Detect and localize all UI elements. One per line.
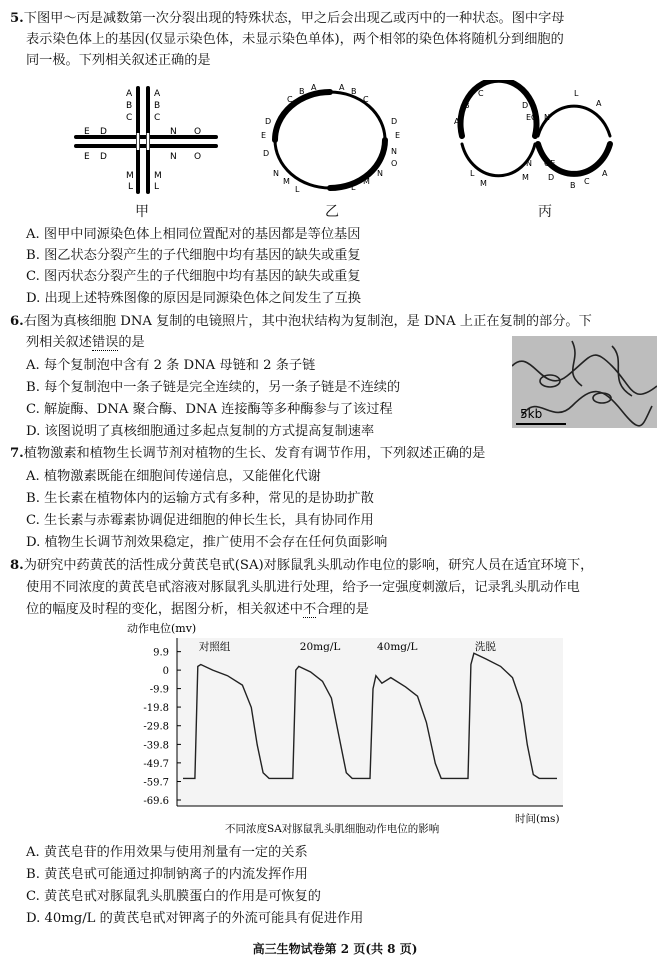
- svg-text:N: N: [170, 127, 177, 137]
- y-tick-label: -49.7: [143, 758, 169, 770]
- dna-em-photo: [512, 336, 657, 428]
- series-label: 40mg/L: [376, 641, 418, 653]
- q5-option-c: C. 图丙状态分裂产生的子代细胞中均有基因的缺失或重复: [26, 269, 361, 284]
- q7-option-b: B. 生长素在植物体内的运输方式有多种，常见的是协助扩散: [26, 491, 374, 506]
- q8-option-a: A. 黄芪皂苷的作用效果与使用剂量有一定的关系: [26, 845, 308, 860]
- svg-text:M: M: [480, 179, 487, 188]
- svg-text:E: E: [84, 152, 90, 162]
- series-label: 洗脱: [474, 641, 496, 653]
- q7-option-d: D. 植物生长调节剂效果稳定，推广使用不会存在任何负面影响: [26, 535, 388, 550]
- svg-text:OE: OE: [544, 159, 556, 168]
- svg-text:B: B: [299, 87, 305, 96]
- svg-text:N: N: [544, 113, 550, 122]
- q8-option-c: C. 黄芪皂甙对豚鼠乳头肌膜蛋白的作用是可恢复的: [26, 889, 321, 904]
- svg-text:B: B: [351, 87, 357, 96]
- q5-stem-line1: 5.下图甲～丙是减数第一次分裂出现的特殊状态，甲之后会出现乙或丙中的一种状态。图中字母: [10, 11, 565, 26]
- svg-text:L: L: [351, 183, 356, 192]
- svg-text:A: A: [602, 169, 608, 178]
- q7-option-a: A. 植物激素既能在细胞间传递信息，又能催化代谢: [26, 469, 321, 484]
- series-label: 对照组: [198, 641, 231, 653]
- svg-text:N: N: [391, 147, 397, 156]
- svg-text:N: N: [170, 152, 177, 162]
- q8-option-b: B. 黄芪皂甙可能通过抑制钠离子的内流发挥作用: [26, 867, 308, 882]
- y-tick-label: 0: [162, 666, 169, 678]
- svg-text:A: A: [311, 83, 317, 92]
- q8-emphasis: 不: [302, 602, 317, 617]
- svg-text:D: D: [263, 149, 270, 158]
- q8-option-d: D. 40mg/L 的黄芪皂甙对钾离子的外流可能具有促进作用: [26, 911, 364, 926]
- chromosome-figure-yi: [255, 80, 405, 200]
- y-tick-label: -19.8: [143, 703, 169, 715]
- page-footer: 高三生物试卷第 2 页(共 8 页): [252, 942, 418, 956]
- svg-text:O: O: [194, 127, 202, 137]
- q8-stem-line3: 位的幅度及时程的变化，据图分析，相关叙述中不合理的是: [26, 602, 369, 617]
- svg-text:C: C: [363, 95, 369, 104]
- q6-option-a: A. 每个复制泡中含有 2 条 DNA 母链和 2 条子链: [26, 358, 316, 373]
- svg-text:D: D: [391, 117, 398, 126]
- figure-label-yi: 乙: [325, 204, 339, 220]
- svg-text:C: C: [126, 113, 133, 123]
- svg-text:E: E: [261, 131, 267, 140]
- y-tick-label: -59.7: [143, 777, 169, 789]
- svg-text:E: E: [395, 131, 401, 140]
- svg-text:D: D: [100, 127, 107, 137]
- q8-stem-line2: 使用不同浓度的黄芪皂甙溶液对豚鼠乳头肌进行处理，给予一定强度刺激后，记录乳头肌动作电: [26, 580, 580, 595]
- chart-caption: 不同浓度SA对豚鼠乳头肌细胞动作电位的影响: [225, 823, 440, 835]
- svg-text:D: D: [265, 117, 272, 126]
- q6-option-d: D. 该图说明了真核细胞通过多起点复制的方式提高复制速率: [26, 424, 375, 439]
- svg-text:M: M: [522, 173, 529, 182]
- svg-text:E: E: [84, 127, 90, 137]
- q5-stem-line2: 表示染色体上的基因(仅显示染色体，未显示染色单体)，两个相邻的染色体将随机分到细胞的: [26, 32, 564, 47]
- chromosome-figure-jia: [70, 84, 220, 199]
- y-tick-label: -69.6: [143, 796, 169, 807]
- svg-text:B: B: [570, 181, 576, 190]
- chart-xlabel: 时间(ms): [515, 813, 560, 825]
- svg-text:N: N: [526, 159, 532, 168]
- y-tick-label: -39.8: [143, 740, 169, 752]
- svg-text:C: C: [584, 177, 590, 186]
- series-label: 20mg/L: [299, 641, 341, 653]
- q6-stem-line1: 6.右图为真核细胞 DNA 复制的电镜照片，其中泡状结构为复制泡，是 DNA 上正在复制的部分。下: [10, 314, 592, 329]
- q5-option-b: B. 图乙状态分裂产生的子代细胞中均有基因的缺失或重复: [26, 248, 361, 263]
- q6-stem-line2: 列相关叙述错误的是: [26, 335, 145, 350]
- svg-text:L: L: [154, 182, 160, 192]
- svg-text:L: L: [295, 185, 300, 194]
- svg-text:M: M: [126, 171, 134, 181]
- q8-stem-line1: 8.为研究中药黄芪的活性成分黄芪皂甙(SA)对豚鼠乳头肌动作电位的影响，研究人员在适宜环境下，: [10, 558, 594, 573]
- svg-text:O: O: [194, 152, 202, 162]
- y-tick-label: -29.8: [143, 721, 169, 733]
- svg-text:A: A: [126, 89, 133, 99]
- y-tick-label: 9.9: [153, 647, 169, 659]
- q6-option-b: B. 每个复制泡中一条子链是完全连续的，另一条子链是不连续的: [26, 380, 401, 395]
- q7-option-c: C. 生长素与赤霉素协调促进细胞的伸长生长，具有协同作用: [26, 513, 374, 528]
- svg-text:B: B: [464, 101, 470, 110]
- q5-option-d: D. 出现上述特殊图像的原因是同源染色体之间发生了互换: [26, 291, 361, 306]
- q5-option-a: A. 图甲中同源染色体上相同位置配对的基因都是等位基因: [26, 227, 361, 242]
- svg-text:M: M: [283, 177, 290, 186]
- svg-text:A: A: [454, 117, 460, 126]
- chromosome-figure-bing: [450, 80, 620, 200]
- q6-emphasis: 错误: [91, 335, 119, 350]
- svg-text:O: O: [391, 159, 398, 168]
- chart-plot-area: [177, 638, 563, 806]
- scale-bar-label: 5kb: [520, 407, 543, 421]
- svg-text:EO: EO: [526, 113, 538, 122]
- svg-text:L: L: [470, 169, 475, 178]
- svg-text:A: A: [596, 99, 602, 108]
- svg-text:N: N: [273, 169, 279, 178]
- svg-text:M: M: [154, 171, 162, 181]
- q6-option-c: C. 解旋酶、DNA 聚合酶、DNA 连接酶等多种酶参与了该过程: [26, 402, 393, 417]
- y-tick-label: -9.9: [149, 684, 169, 696]
- svg-text:A: A: [154, 89, 161, 99]
- q7-stem: 7.植物激素和植物生长调节剂对植物的生长、发育有调节作用，下列叙述正确的是: [10, 446, 486, 461]
- svg-text:D: D: [100, 152, 107, 162]
- svg-text:B: B: [154, 101, 161, 111]
- svg-text:M: M: [363, 177, 370, 186]
- svg-text:L: L: [128, 182, 134, 192]
- svg-text:B: B: [126, 101, 133, 111]
- svg-text:D: D: [548, 173, 555, 182]
- q5-stem-line3: 同一极。下列相关叙述正确的是: [26, 53, 211, 68]
- action-potential-chart: [125, 620, 565, 838]
- svg-text:C: C: [154, 113, 161, 123]
- svg-text:A: A: [339, 83, 345, 92]
- chart-ylabel: 动作电位(mv): [127, 622, 197, 635]
- svg-text:C: C: [478, 89, 484, 98]
- figure-label-bing: 丙: [538, 204, 552, 220]
- svg-text:C: C: [287, 95, 293, 104]
- svg-text:L: L: [574, 89, 579, 98]
- svg-text:D: D: [522, 101, 529, 110]
- svg-text:N: N: [377, 169, 383, 178]
- figure-label-jia: 甲: [135, 204, 149, 220]
